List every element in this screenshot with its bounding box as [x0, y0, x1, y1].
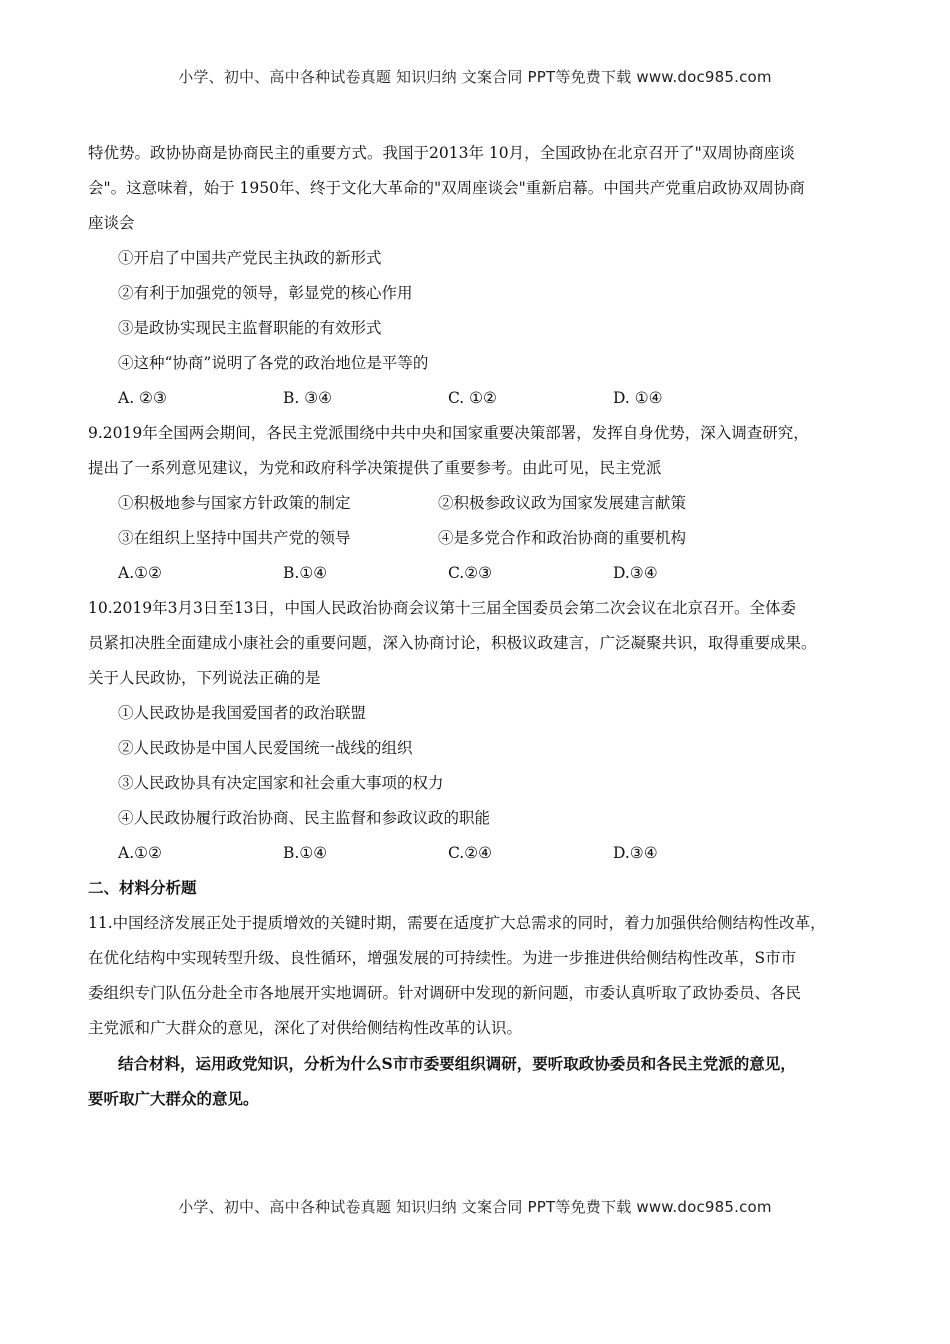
option-d: D. ①④: [613, 389, 663, 407]
question-9-options: [88, 556, 878, 591]
question-10-item: ①人民政协是我国爱国者的政治联盟: [118, 704, 367, 722]
question-10: [88, 591, 878, 871]
question-10-item: ③人民政协具有决定国家和社会重大事项的权力: [118, 774, 444, 792]
option-b: B. ③④: [283, 389, 333, 407]
option-c: C.②④: [448, 844, 493, 862]
question-10-options: [88, 836, 878, 871]
question-8-stem-line: 特优势。政协协商是协商民主的重要方式。我国于2013年 10月，全国政协在北京召开了"双周协商座谈: [88, 144, 795, 162]
exam-content: [88, 136, 878, 1116]
question-11-task-line: 结合材料，运用政党知识，分析为什么S市市委要组织调研，要听取政协委员和各民主党派的意见，: [118, 1054, 796, 1073]
option-d: D.③④: [613, 844, 658, 862]
question-8-item: ②有利于加强党的领导，彰显党的核心作用: [118, 284, 413, 302]
question-9-item: ①积极地参与国家方针政策的制定: [118, 494, 351, 512]
option-a: A. ②③: [118, 389, 167, 407]
question-9-items-row: [88, 486, 878, 521]
option-c: C.②③: [448, 564, 493, 582]
question-11: [88, 906, 878, 1116]
section-title: 二、材料分析题: [88, 879, 197, 897]
option-a: A.①②: [118, 564, 162, 582]
question-8-stem-line: 会"。这意味着，始于 1950年、终于文化大革命的"双周座谈会"重新启幕。中国共产党重启政协双周协商: [88, 179, 805, 197]
option-d: D.③④: [613, 564, 658, 582]
question-10-stem-line: 关于人民政协，下列说法正确的是: [88, 669, 321, 687]
question-11-material-line: 在优化结构中实现转型升级、良性循环，增强发展的可持续性。为进一步推进供给侧结构性改革，S市市: [88, 949, 797, 967]
question-8-item: ③是政协实现民主监督职能的有效形式: [118, 319, 382, 337]
question-9-item: ②积极参政议政为国家发展建言献策: [438, 494, 687, 512]
question-8-options: [88, 381, 878, 416]
question-9-stem-line: 提出了一系列意见建议，为党和政府科学决策提供了重要参考。由此可见，民主党派: [88, 459, 662, 477]
question-10-item: ②人民政协是中国人民爱国统一战线的组织: [118, 739, 413, 757]
option-b: B.①④: [283, 844, 328, 862]
question-9-stem-line: 9.2019年全国两会期间，各民主党派围绕中共中央和国家重要决策部署，发挥自身优势，深入调查研究，: [88, 424, 809, 442]
option-a: A.①②: [118, 844, 162, 862]
question-9-items-row: [88, 521, 878, 556]
footer-banner: 小学、初中、高中各种试卷真题 知识归纳 文案合同 PPT等免费下载 www.doc985.com: [178, 1198, 772, 1216]
question-10-stem-line: 员紧扣决胜全面建成小康社会的重要问题，深入协商讨论，积极议政建言，广泛凝聚共识，取得重要成果。: [88, 634, 817, 652]
question-9-item: ④是多党合作和政治协商的重要机构: [438, 529, 687, 547]
question-10-stem-line: 10.2019年3月3日至13日，中国人民政治协商会议第十三届全国委员会第二次会议在北京召开。全体委: [88, 599, 797, 617]
question-11-task-line: 要听取广大群众的意见。: [88, 1089, 259, 1108]
header-banner: 小学、初中、高中各种试卷真题 知识归纳 文案合同 PPT等免费下载 www.doc985.com: [178, 68, 772, 86]
question-11-material-line: 主党派和广大群众的意见，深化了对供给侧结构性改革的认识。: [88, 1019, 523, 1037]
question-8-stem-line: 座谈会: [88, 214, 135, 232]
question-9: [88, 416, 878, 591]
option-c: C. ①②: [448, 389, 497, 407]
question-10-item: ④人民政协履行政治协商、民主监督和参政议政的职能: [118, 809, 491, 827]
option-b: B.①④: [283, 564, 328, 582]
question-8-item: ④这种“协商”说明了各党的政治地位是平等的: [118, 354, 429, 372]
question-8-item: ①开启了中国共产党民主执政的新形式: [118, 249, 382, 267]
question-9-item: ③在组织上坚持中国共产党的领导: [118, 529, 351, 547]
question-11-material-line: 11.中国经济发展正处于提质增效的关键时期，需要在适度扩大总需求的同时，着力加强供给侧结构性改革，: [88, 914, 826, 932]
question-11-material-line: 委组织专门队伍分赴全市各地展开实地调研。针对调研中发现的新问题，市委认真听取了政协委员、各民: [88, 984, 802, 1002]
question-8: [88, 136, 878, 416]
